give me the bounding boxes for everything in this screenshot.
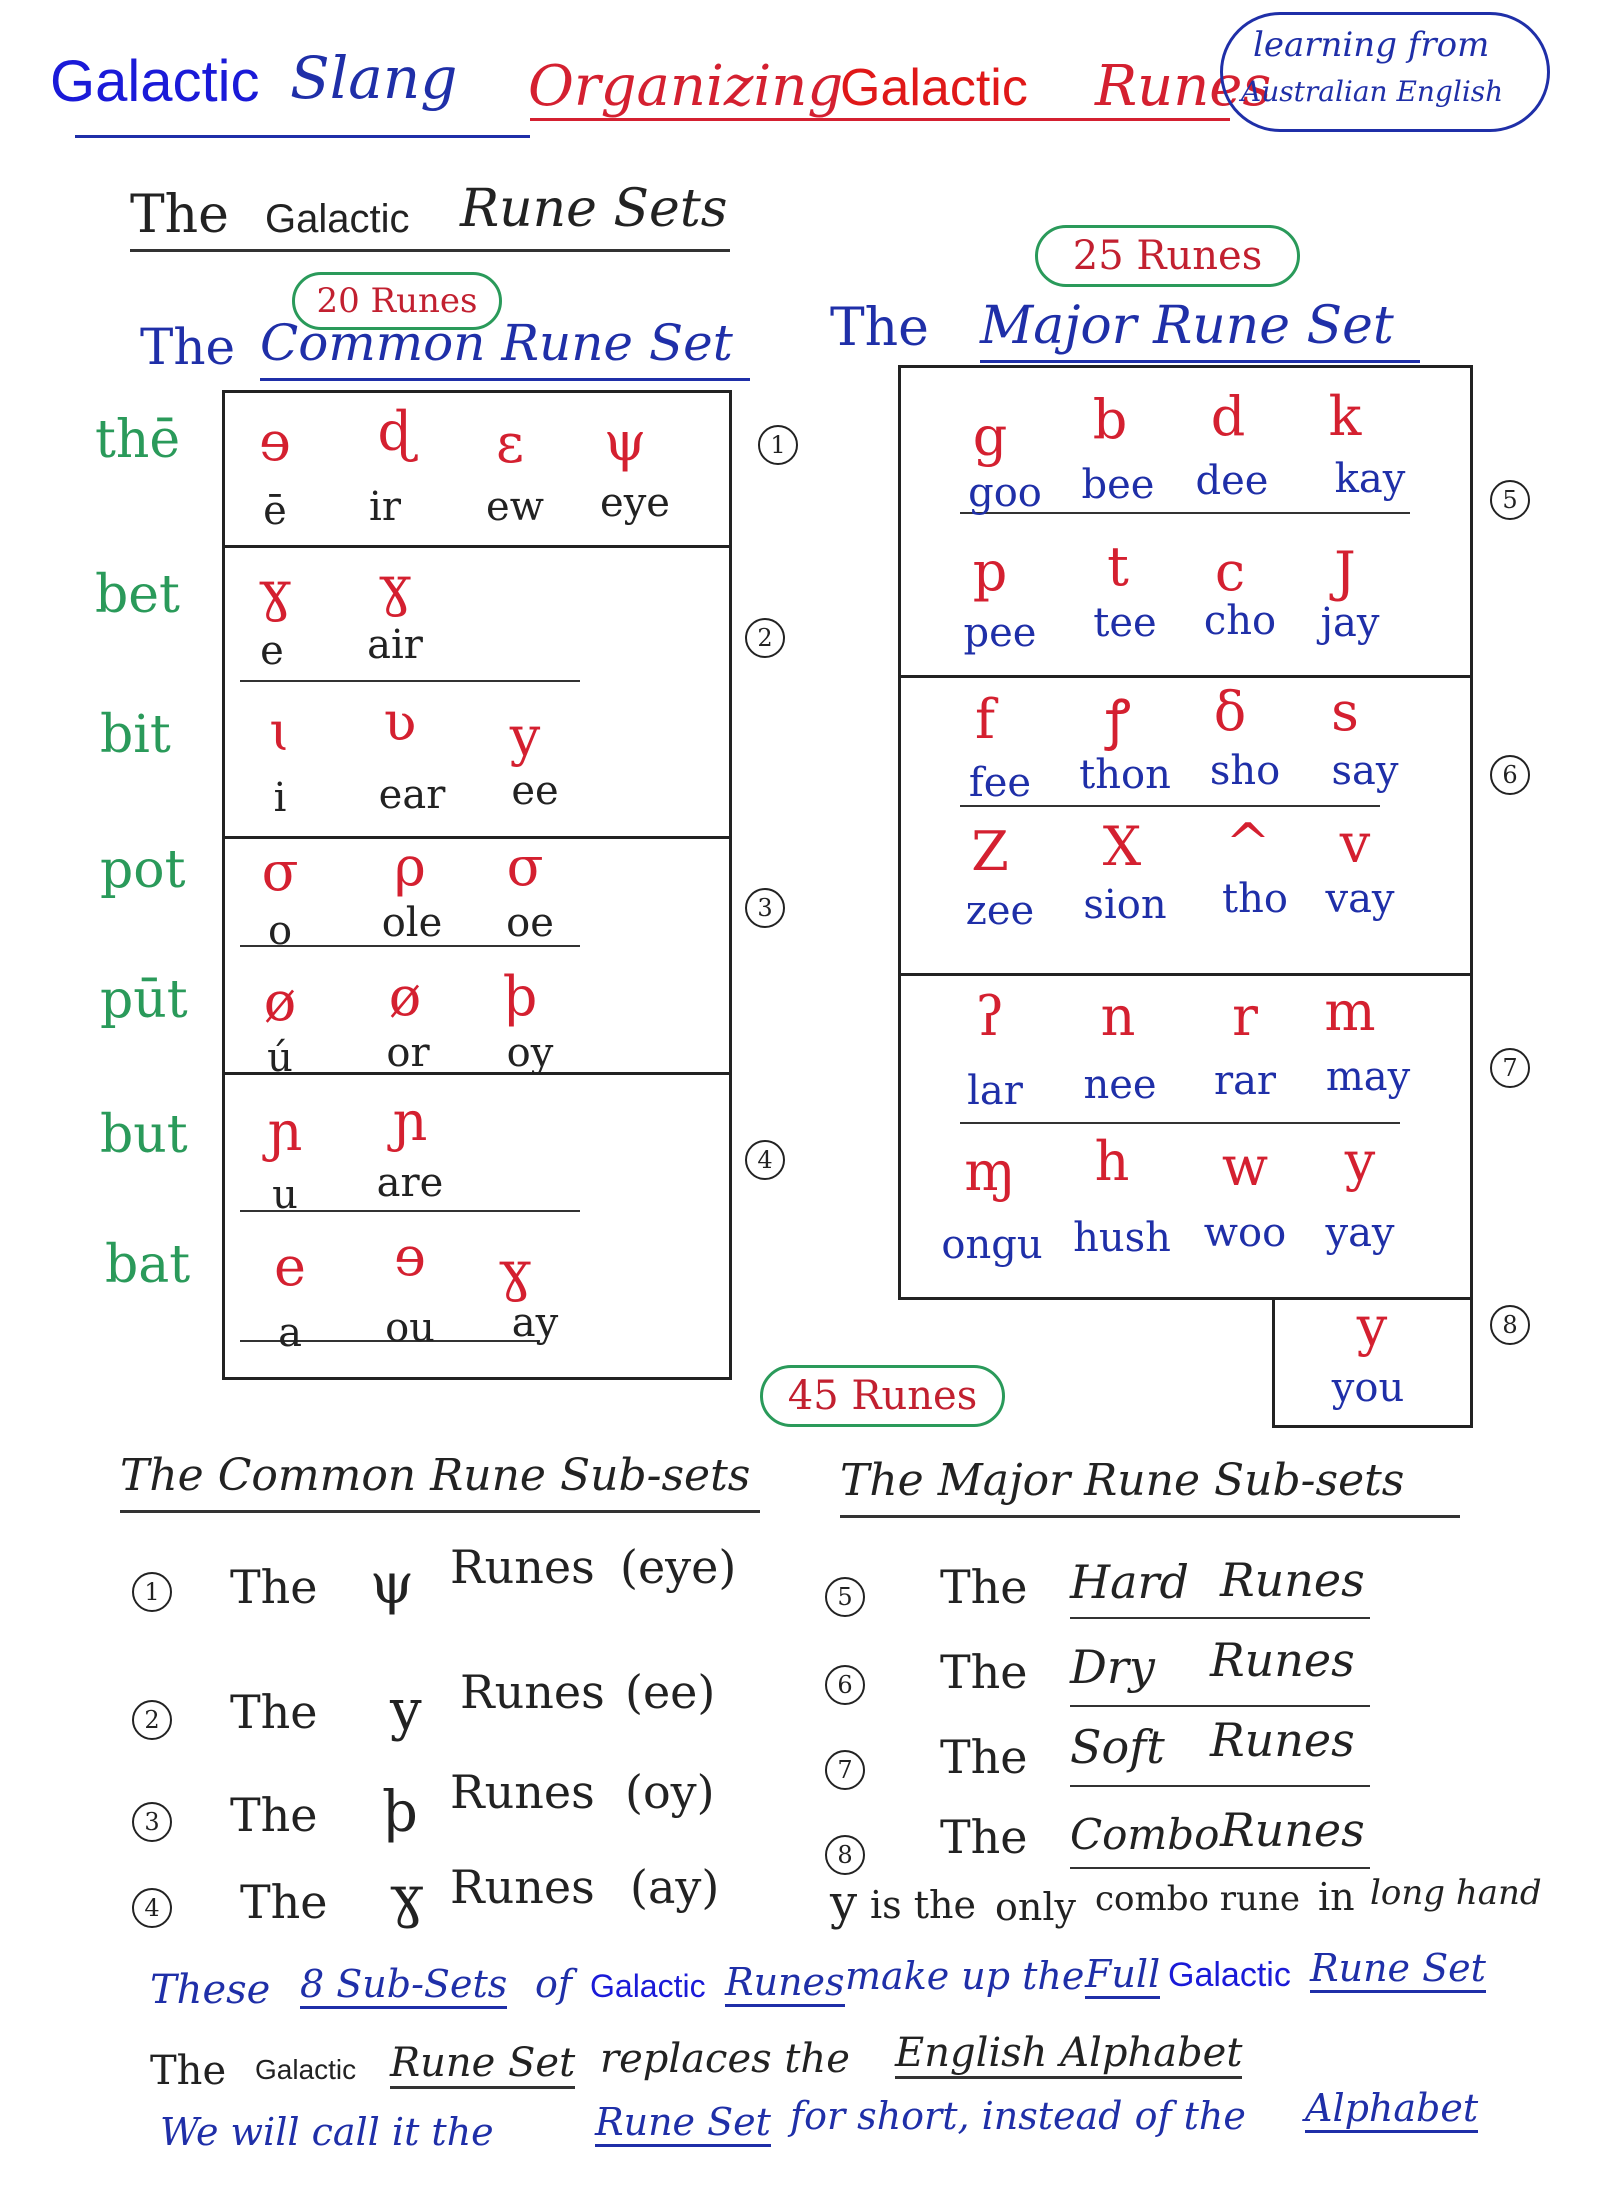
major-subset-runes-8: Runes (1220, 1803, 1365, 1857)
group-number-5: 5 (1490, 480, 1530, 520)
major-glyph-3-2: ꝭ (1105, 688, 1131, 751)
common-glyph-4-3: σ (506, 835, 544, 898)
major-glyph-6-2: h (1094, 1130, 1130, 1193)
common-subset-num-1: 1 (132, 1572, 172, 1612)
footer-galactic2: Galactic (1168, 1956, 1291, 1994)
common-set-title (140, 314, 760, 388)
common-subsets-title: The Common Rune Sub-sets (120, 1450, 751, 1501)
major-glyph-1-3: d (1210, 385, 1246, 448)
major-subset-underline-5 (1070, 1617, 1370, 1619)
common-subset-paren-1: (eye) (620, 1540, 737, 1594)
combo-note-glyph: y (830, 1875, 858, 1931)
total-count-badge: 45 Runes (760, 1365, 1005, 1427)
major-glyph-2-4: J (1334, 540, 1356, 603)
major-glyph-2-2: t (1107, 535, 1129, 598)
row-word-bat: bat (105, 1235, 191, 1295)
footer-line-3 (160, 2086, 1580, 2168)
common-group-divider-2 (222, 836, 732, 839)
major-label-6-3: woo (1203, 1210, 1287, 1256)
combo-note-combo-rune: combo rune (1095, 1879, 1300, 1919)
common-label-6-2: are (376, 1160, 444, 1206)
common-subset-glyph-2: y (390, 1678, 422, 1743)
title-organizing: Organizing (528, 54, 844, 119)
common-label-1-2: ir (369, 484, 401, 530)
major-label-2-4: jay (1320, 600, 1380, 646)
rune-sets-title (130, 179, 750, 255)
major-subset-num-6: 6 (825, 1665, 865, 1705)
common-glyph-5-1: ø (263, 970, 297, 1033)
group-number-2: 2 (745, 618, 785, 658)
common-label-7-3: ay (511, 1300, 559, 1346)
brand-galactic: Galactic (50, 49, 260, 114)
common-label-4-2: ole (381, 900, 443, 946)
major-label-3-3: sho (1209, 748, 1281, 794)
common-subset-row-4 (120, 1860, 790, 1950)
common-subset-the-2: The (230, 1685, 318, 1739)
major-title-the: The (830, 298, 929, 358)
common-label-7-1: a (278, 1310, 302, 1356)
major-group-divider-1 (898, 675, 1473, 678)
common-glyph-4-1: σ (261, 840, 299, 903)
common-label-2-2: air (367, 622, 423, 668)
major-label-3-2: thon (1079, 752, 1171, 798)
major-label-1-4: kay (1334, 456, 1406, 502)
footer-of: of (535, 1962, 572, 2006)
major-glyph-5-3: r (1232, 985, 1258, 1048)
major-glyph-5-2: n (1100, 985, 1136, 1048)
common-subset-num-2: 2 (132, 1700, 172, 1740)
rune-sets-rest: Rune Sets (460, 179, 728, 239)
major-subset-num-5: 5 (825, 1577, 865, 1617)
combo-note-is-the: is the (870, 1883, 976, 1927)
common-subset-num-4: 4 (132, 1888, 172, 1928)
group-number-6: 6 (1490, 755, 1530, 795)
common-label-4-3: oe (506, 900, 554, 946)
common-count-badge: 20 Runes (292, 272, 502, 330)
footer-galactic: Galactic (590, 1968, 706, 2004)
major-set-title (830, 298, 1450, 368)
common-label-7-2: ou (385, 1305, 435, 1351)
common-glyph-1-3: ɛ (496, 412, 524, 475)
title-runes: Runes (1095, 54, 1272, 119)
major-label-1-3: dee (1195, 458, 1269, 504)
footer-l2-replaces: replaces the (600, 2036, 850, 2082)
common-glyph-7-3: ɣ (498, 1240, 532, 1303)
common-glyph-2-2: ɣ (378, 555, 412, 618)
major-glyph-3-3: ẟ (1213, 680, 1247, 743)
bubble-line2: Australian English (1241, 75, 1504, 108)
major-title-rest: Major Rune Set (980, 296, 1394, 356)
major-glyph-2-3: c (1214, 540, 1246, 603)
footer-subsets: 8 Sub-Sets (300, 1962, 507, 2009)
row-word-but: but (100, 1105, 188, 1165)
major-label-4-1: zee (965, 888, 1035, 934)
major-glyph-1-1: g (972, 405, 1008, 468)
major-subset-num-7: 7 (825, 1750, 865, 1790)
row-word-bet: bet (95, 565, 180, 625)
common-subset-runes-3: Runes (450, 1765, 595, 1819)
combo-note-only: only (995, 1885, 1076, 1929)
common-glyph-4-2: ρ (394, 835, 426, 898)
common-glyph-5-2: ø (388, 965, 422, 1028)
major-subset-runes-5: Runes (1220, 1553, 1365, 1607)
major-subset-kind-8: Combo (1070, 1810, 1220, 1859)
major-glyph-6-1: ɱ (964, 1140, 1016, 1203)
major-glyph-3-4: s (1331, 680, 1359, 743)
major-label-2-3: cho (1203, 598, 1277, 644)
common-label-3-2: ear (378, 772, 446, 818)
common-glyph-3-3: y (509, 705, 541, 768)
major-subset-runes-6: Runes (1210, 1633, 1355, 1687)
major-label-5-2: nee (1083, 1062, 1157, 1108)
common-glyph-6-2: ɲ (392, 1090, 428, 1153)
footer-l3-we: We will call it the (160, 2110, 494, 2154)
footer-l2-the: The (150, 2048, 227, 2094)
combo-note-in: in (1318, 1875, 1355, 1919)
common-glyph-1-4: ψ (603, 410, 647, 473)
footer-make: make up the (845, 1954, 1085, 1998)
footer-full: Full (1085, 1952, 1160, 1999)
common-group-divider-3 (222, 1072, 732, 1075)
group-number-8: 8 (1490, 1305, 1530, 1345)
common-subset-paren-4: (ay) (630, 1860, 720, 1914)
combo-note-long-hand: long hand (1370, 1873, 1542, 1913)
common-label-5-1: ú (267, 1035, 293, 1081)
major-subset-num-8: 8 (825, 1835, 865, 1875)
common-label-1-4: eye (600, 480, 670, 526)
major-subset-underline-6 (1070, 1705, 1370, 1707)
common-label-4-1: o (267, 908, 293, 954)
common-label-5-3: oy (506, 1030, 554, 1076)
major-subsets-section (820, 1455, 1560, 1955)
common-label-3-1: i (273, 775, 287, 821)
footer-l2-runeset: Rune Set (390, 2040, 575, 2089)
combo-glyph: y (1356, 1295, 1388, 1358)
major-label-3-4: say (1331, 748, 1399, 794)
major-subset-kind-6: Dry (1070, 1640, 1155, 1694)
major-glyph-4-3: ^ (1225, 812, 1271, 875)
major-subset-the-8: The (940, 1810, 1028, 1864)
common-glyph-1-1: ɘ (259, 410, 291, 473)
major-subset-the-7: The (940, 1730, 1028, 1784)
common-glyph-3-2: ʋ (383, 690, 417, 753)
rune-sets-the: The (130, 185, 229, 245)
major-subset-kind-7: Soft (1070, 1720, 1165, 1774)
group-number-7: 7 (1490, 1048, 1530, 1088)
row-word-put: pūt (100, 970, 188, 1030)
common-label-6-1: u (272, 1172, 298, 1218)
common-row-line-2 (240, 680, 580, 682)
common-subset-glyph-3: ϸ (382, 1780, 418, 1845)
major-label-2-1: pee (963, 610, 1037, 656)
bubble-line1: learning from (1253, 25, 1490, 65)
common-subset-runes-4: Runes (450, 1860, 595, 1914)
major-label-5-3: rar (1213, 1058, 1277, 1104)
common-label-2-1: e (260, 628, 284, 674)
major-glyph-6-4: y (1344, 1130, 1376, 1193)
common-glyph-2-1: ɣ (258, 560, 292, 623)
header (50, 25, 1570, 150)
major-glyph-2-1: p (972, 540, 1008, 603)
common-glyph-6-1: ɲ (267, 1100, 303, 1163)
common-glyph-1-2: ɖ (377, 400, 413, 463)
footer-line-1 (150, 1946, 1570, 2032)
rune-sets-underline (130, 249, 730, 252)
title-galactic: Galactic (840, 59, 1028, 117)
major-subset-the-5: The (940, 1560, 1028, 1614)
major-subset-underline-7 (1070, 1785, 1370, 1787)
major-label-1-1: goo (968, 470, 1042, 516)
footer-runeset: Rune Set (1310, 1946, 1486, 1993)
common-subset-paren-2: (ee) (625, 1665, 716, 1719)
common-group-divider-1 (222, 545, 732, 548)
major-label-6-2: hush (1073, 1215, 1171, 1261)
common-glyph-7-2: ɘ (394, 1225, 426, 1288)
common-glyph-3-1: ɩ (269, 700, 291, 763)
major-glyph-1-2: b (1092, 388, 1128, 451)
common-subset-the-4: The (240, 1875, 328, 1929)
group-number-4: 4 (745, 1140, 785, 1180)
major-title-underline (980, 360, 1420, 363)
common-subset-glyph-4: ɣ (390, 1865, 424, 1930)
major-subsets-title: The Major Rune Sub-sets (840, 1455, 1405, 1506)
common-set-table (222, 390, 732, 1380)
footer-l2-alphabet: English Alphabet (895, 2030, 1242, 2079)
common-glyph-5-3: ϸ (502, 965, 538, 1028)
major-glyph-6-3: w (1221, 1135, 1269, 1198)
group-number-1: 1 (758, 425, 798, 465)
brand-slang: Slang (290, 44, 458, 112)
common-subset-runes-2: Runes (460, 1665, 605, 1719)
common-title-underline (260, 378, 750, 381)
common-subset-the-3: The (230, 1788, 318, 1842)
major-group-divider-2 (898, 973, 1473, 976)
major-label-4-4: vay (1325, 876, 1395, 922)
common-title-the: The (140, 318, 236, 376)
major-label-1-2: bee (1081, 462, 1155, 508)
major-label-4-3: tho (1222, 876, 1288, 922)
major-subset-the-6: The (940, 1645, 1028, 1699)
common-subset-the-1: The (230, 1560, 318, 1614)
major-subset-runes-7: Runes (1210, 1713, 1355, 1767)
major-subset-kind-5: Hard (1070, 1555, 1189, 1609)
learning-bubble (1220, 12, 1550, 132)
brand-underline (75, 135, 530, 138)
rune-sets-galactic: Galactic (265, 197, 410, 241)
major-glyph-4-2: X (1102, 815, 1142, 878)
major-glyph-3-1: f (975, 688, 995, 751)
major-label-6-1: ongu (941, 1222, 1043, 1268)
title-underline (530, 118, 1230, 121)
footer-these: These (150, 1967, 271, 2013)
common-label-1-1: ē (263, 488, 287, 534)
footer-l3-for: for short, instead of the (790, 2094, 1246, 2138)
footer-l3-alphabet: Alphabet (1305, 2086, 1478, 2133)
row-word-pot: pot (100, 840, 186, 900)
major-label-3-1: fee (968, 760, 1032, 806)
major-label-4-2: sion (1083, 882, 1167, 928)
major-subsets-underline (840, 1515, 1460, 1518)
footer-l3-runeset: Rune Set (595, 2100, 771, 2147)
major-glyph-5-1: ʔ (975, 985, 1005, 1048)
common-subsets-section (120, 1450, 790, 1930)
major-label-6-4: yay (1325, 1210, 1395, 1256)
footer-runes: Runes (725, 1960, 845, 2007)
group-number-3: 3 (745, 888, 785, 928)
major-glyph-4-4: v (1339, 812, 1371, 875)
common-subset-glyph-1: ψ (370, 1552, 414, 1617)
major-glyph-1-4: k (1328, 385, 1362, 448)
row-word-bit: bit (100, 705, 171, 765)
common-glyph-7-1: e (274, 1235, 306, 1298)
common-subset-runes-1: Runes (450, 1540, 595, 1594)
major-label-5-4: may (1325, 1054, 1411, 1100)
major-count-badge: 25 Runes (1035, 225, 1300, 287)
major-subset-underline-8 (1070, 1867, 1370, 1869)
common-subset-num-3: 3 (132, 1802, 172, 1842)
common-title-rest: Common Rune Set (260, 314, 733, 372)
common-label-3-3: ee (511, 768, 559, 814)
row-word-the: thē (95, 410, 181, 470)
major-row-line-5 (960, 1122, 1400, 1124)
common-subset-paren-3: (oy) (625, 1765, 715, 1819)
common-subsets-underline (120, 1510, 760, 1513)
major-glyph-5-4: m (1324, 980, 1376, 1043)
combo-label: you (1331, 1365, 1405, 1411)
footer-l2-galactic: Galactic (255, 2054, 357, 2085)
major-label-5-1: lar (967, 1068, 1023, 1114)
common-label-1-3: ew (486, 484, 544, 530)
common-label-5-2: or (386, 1030, 430, 1076)
major-label-2-2: tee (1093, 600, 1157, 646)
major-glyph-4-1: Z (971, 820, 1009, 883)
